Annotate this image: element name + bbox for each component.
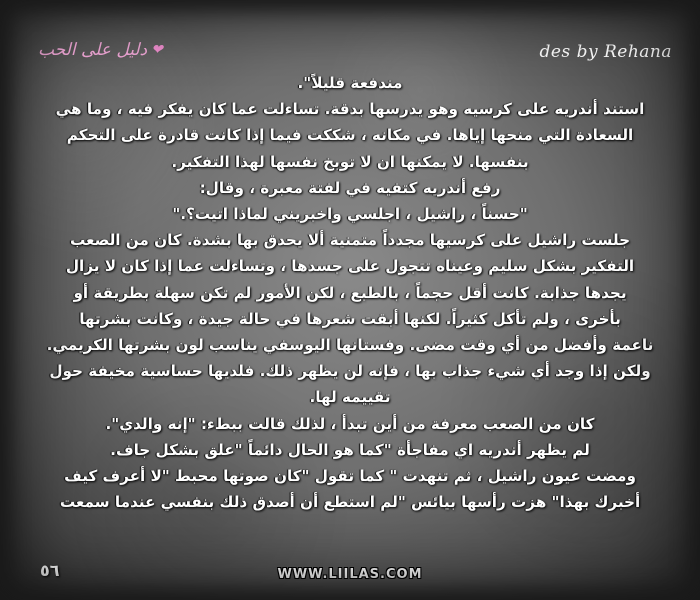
text-line: تقييمه لها. xyxy=(309,388,391,407)
designer-credit: des by Rehana xyxy=(539,42,672,62)
text-line: مندفعة قليلاً". xyxy=(297,74,403,92)
book-title xyxy=(38,40,163,60)
text-line: رفع أندريه كتفيه في لفتة معبرة ، وقال: xyxy=(199,178,501,197)
heart-icon: ❤ xyxy=(151,42,163,58)
text-line: ناعمة وأفضل من أي وقت مضى. وفستانها اليوسفي يناسب لون بشرتها الكريمي. xyxy=(46,336,654,355)
book-title-text: دليل على الحب xyxy=(38,40,148,60)
text-line: بنفسها. لا يمكنها ان لا توبخ نفسها لهذا التفكير. xyxy=(171,152,529,171)
text-line: التفكير بشكل سليم وعيناه تتجول على جسدها ، وتساءلت عما إذا كان لا يزال xyxy=(65,257,635,276)
text-line: جلست راشيل على كرسيها مجدداً متمنية ألا يحدق بها بشدة. كان من الصعب xyxy=(69,231,631,250)
text-line: ولكن إذا وجد أي شيء جذاب بها ، فإنه لن يظهر ذلك. فلديها حساسية مخيفة حول xyxy=(49,362,651,381)
text-line: أخبرك بهذا" هزت رأسها بيائس "لم استطع أن أصدق ذلك بنفسي عندما سمعت xyxy=(59,493,641,512)
story-text xyxy=(22,70,678,515)
text-line: بأخرى ، ولم تأكل كثيراً. لكنها أبقت شعرها في حالة جيدة ، وكانت بشرتها xyxy=(79,309,621,328)
text-line: "حسناً ، راشيل ، اجلسي واخبريني لماذا اتيت؟." xyxy=(172,205,528,224)
text-line: ومضت عيون راشيل ، ثم تنهدت " كما تقول "كان صوتها محبط "لا أعرف كيف xyxy=(64,467,636,486)
text-line: استند أندريه على كرسيه وهو يدرسها بدقة. تساءلت عما كان يفكر فيه ، وما هي xyxy=(55,100,645,119)
text-line: يجدها جذابة. كانت أقل حجماً ، بالطبع ، لكن الأمور لم تكن سهلة بطريقة أو xyxy=(73,283,627,302)
text-line: السعادة التي منحها إياها. في مكانه ، شككت فيما إذا كانت قادرة على التحكم xyxy=(66,126,634,145)
text-line: لم يظهر أندريه اي مفاجأة "كما هو الحال دائماً "علق بشكل جاف. xyxy=(110,440,590,459)
site-watermark: WWW.LIILAS.COM xyxy=(277,567,423,582)
page-number: ٥٦ xyxy=(40,561,60,580)
text-line: كان من الصعب معرفة من أين تبدأ ، لذلك قالت ببطء: "إنه والدي". xyxy=(105,414,595,433)
